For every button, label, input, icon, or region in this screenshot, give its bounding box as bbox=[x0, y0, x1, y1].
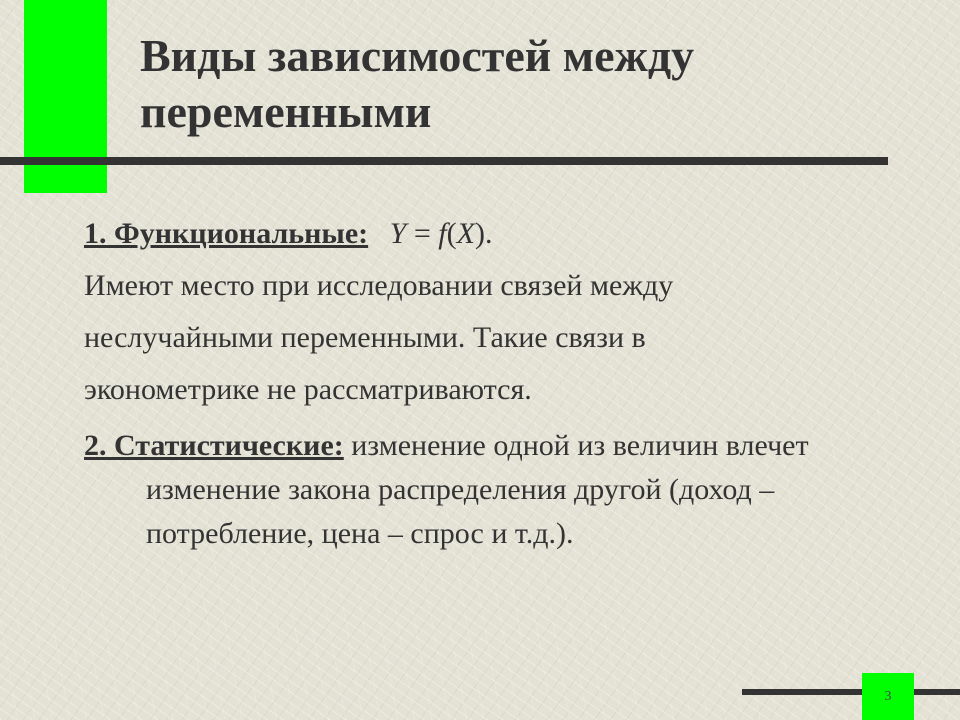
page-number: 3 bbox=[862, 673, 914, 720]
section-2-heading: 2. Статистические: bbox=[84, 429, 344, 462]
formula-open-paren: ( bbox=[446, 217, 457, 250]
formula-x: X bbox=[456, 217, 475, 250]
formula-f: f bbox=[438, 217, 447, 250]
formula-close-paren: ). bbox=[474, 217, 493, 250]
section-1-line-1: Имеют место при исследовании связей между bbox=[84, 269, 674, 302]
footer-rule-right bbox=[914, 689, 960, 695]
functional-formula bbox=[390, 217, 493, 250]
slide-title-line-2: переменными bbox=[140, 86, 432, 137]
slide-title bbox=[140, 28, 900, 140]
section-1-line-3: эконометрике не рассматриваются. bbox=[84, 373, 532, 406]
slide-body bbox=[84, 208, 924, 586]
footer-rule-left bbox=[742, 689, 862, 695]
section-1-heading-line bbox=[84, 208, 924, 260]
formula-y: Y bbox=[389, 217, 407, 250]
formula-equals: = bbox=[406, 217, 439, 250]
section-2-paragraph bbox=[84, 424, 924, 556]
section-1-line-2: неслучайными переменными. Такие связи в bbox=[84, 321, 646, 354]
section-2-text: изменение одной из величин влечет изменение закона распределения другой (доход – потребление, цена – спрос и т.д.). bbox=[146, 429, 809, 550]
section-1-heading: 1. Функциональные: bbox=[84, 217, 369, 250]
title-divider bbox=[0, 157, 888, 165]
slide-title-line-1: Виды зависимостей между bbox=[140, 30, 695, 81]
